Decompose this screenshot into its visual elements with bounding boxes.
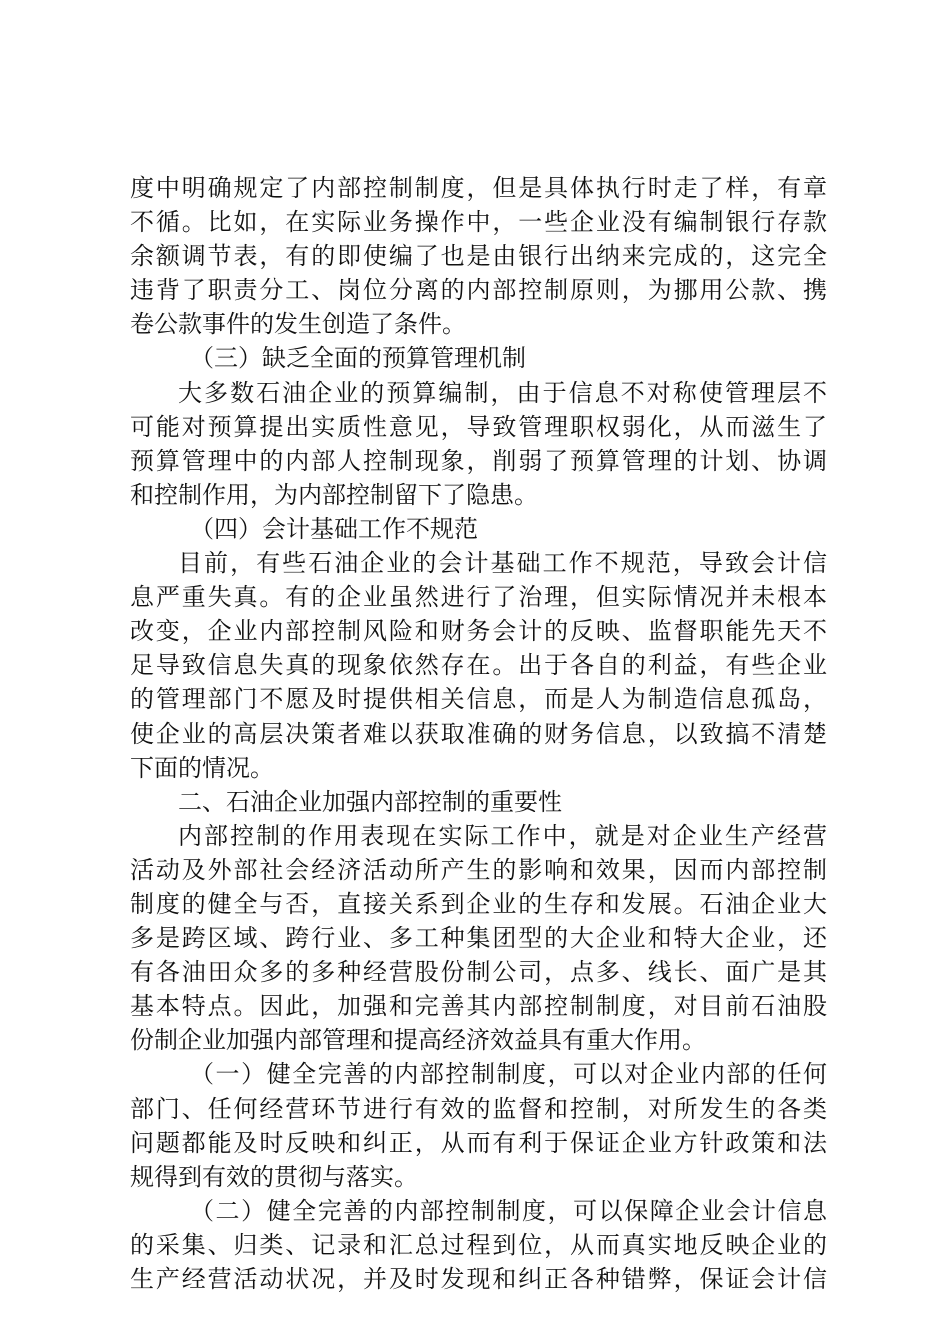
paragraph-line: 违背了职责分工、岗位分离的内部控制原则，为挪用公款、携 (130, 276, 827, 305)
paragraph-line: 目前，有些石油企业的会计基础工作不规范，导致会计信 (178, 549, 827, 578)
paragraph-line: 有各油田众多的多种经营股份制公司，点多、线长、面广是其 (130, 958, 827, 987)
section-heading-line: （四）会计基础工作不规范 (190, 514, 478, 543)
section-heading-line: （二）健全完善的内部控制制度，可以保障企业会计信息 (190, 1196, 827, 1225)
paragraph-line: 卷公款事件的发生创造了条件。 (130, 310, 466, 339)
paragraph-line: 份制企业加强内部管理和提高经济效益具有重大作用。 (130, 1026, 706, 1055)
paragraph-line: 和控制作用，为内部控制留下了隐患。 (130, 480, 538, 509)
paragraph-line: 规得到有效的贯彻与落实。 (130, 1162, 418, 1191)
paragraph-line: 的管理部门不愿及时提供相关信息，而是人为制造信息孤岛， (130, 685, 827, 714)
paragraph-line: 改变，企业内部控制风险和财务会计的反映、监督职能先天不 (130, 617, 827, 646)
paragraph-line: 活动及外部社会经济活动所产生的影响和效果，因而内部控制 (130, 855, 827, 884)
paragraph-line: 预算管理中的内部人控制现象，削弱了预算管理的计划、协调 (130, 446, 827, 475)
paragraph-line: 大多数石油企业的预算编制，由于信息不对称使管理层不 (178, 378, 827, 407)
section-heading-line: （三）缺乏全面的预算管理机制 (190, 344, 526, 373)
paragraph-line: 足导致信息失真的现象依然存在。出于各自的利益，有些企业 (130, 651, 827, 680)
paragraph-line: 不循。比如，在实际业务操作中，一些企业没有编制银行存款 (130, 208, 827, 237)
paragraph-line: 基本特点。因此，加强和完善其内部控制制度，对目前石油股 (130, 992, 827, 1021)
paragraph-line: 制度的健全与否，直接关系到企业的生存和发展。石油企业大 (130, 889, 827, 918)
paragraph-line: 使企业的高层决策者难以获取准确的财务信息，以致搞不清楚 (130, 719, 827, 748)
paragraph-line: 多是跨区域、跨行业、多工种集团型的大企业和特大企业，还 (130, 924, 827, 953)
paragraph-line: 生产经营活动状况，并及时发现和纠正各种错弊，保证会计信 (130, 1265, 827, 1293)
paragraph-line: 问题都能及时反映和纠正，从而有利于保证企业方针政策和法 (130, 1128, 827, 1157)
paragraph-line: 部门、任何经营环节进行有效的监督和控制，对所发生的各类 (130, 1094, 827, 1123)
paragraph-line: 息严重失真。有的企业虽然进行了治理，但实际情况并未根本 (130, 583, 827, 612)
paragraph-line: 内部控制的作用表现在实际工作中，就是对企业生产经营 (178, 821, 827, 850)
paragraph-line: 的采集、归类、记录和汇总过程到位，从而真实地反映企业的 (130, 1230, 827, 1259)
paragraph-line: 可能对预算提出实质性意见，导致管理职权弱化，从而滋生了 (130, 412, 827, 441)
paragraph-line: 余额调节表，有的即使编了也是由银行出纳来完成的，这完全 (130, 242, 827, 271)
paragraph-line: 下面的情况。 (130, 753, 274, 782)
document-body (130, 171, 827, 1296)
paragraph-line: 度中明确规定了内部控制制度，但是具体执行时走了样，有章 (130, 174, 827, 202)
section-heading-line: （一）健全完善的内部控制制度，可以对企业内部的任何 (190, 1060, 827, 1089)
section-heading-line: 二、石油企业加强内部控制的重要性 (178, 787, 562, 816)
